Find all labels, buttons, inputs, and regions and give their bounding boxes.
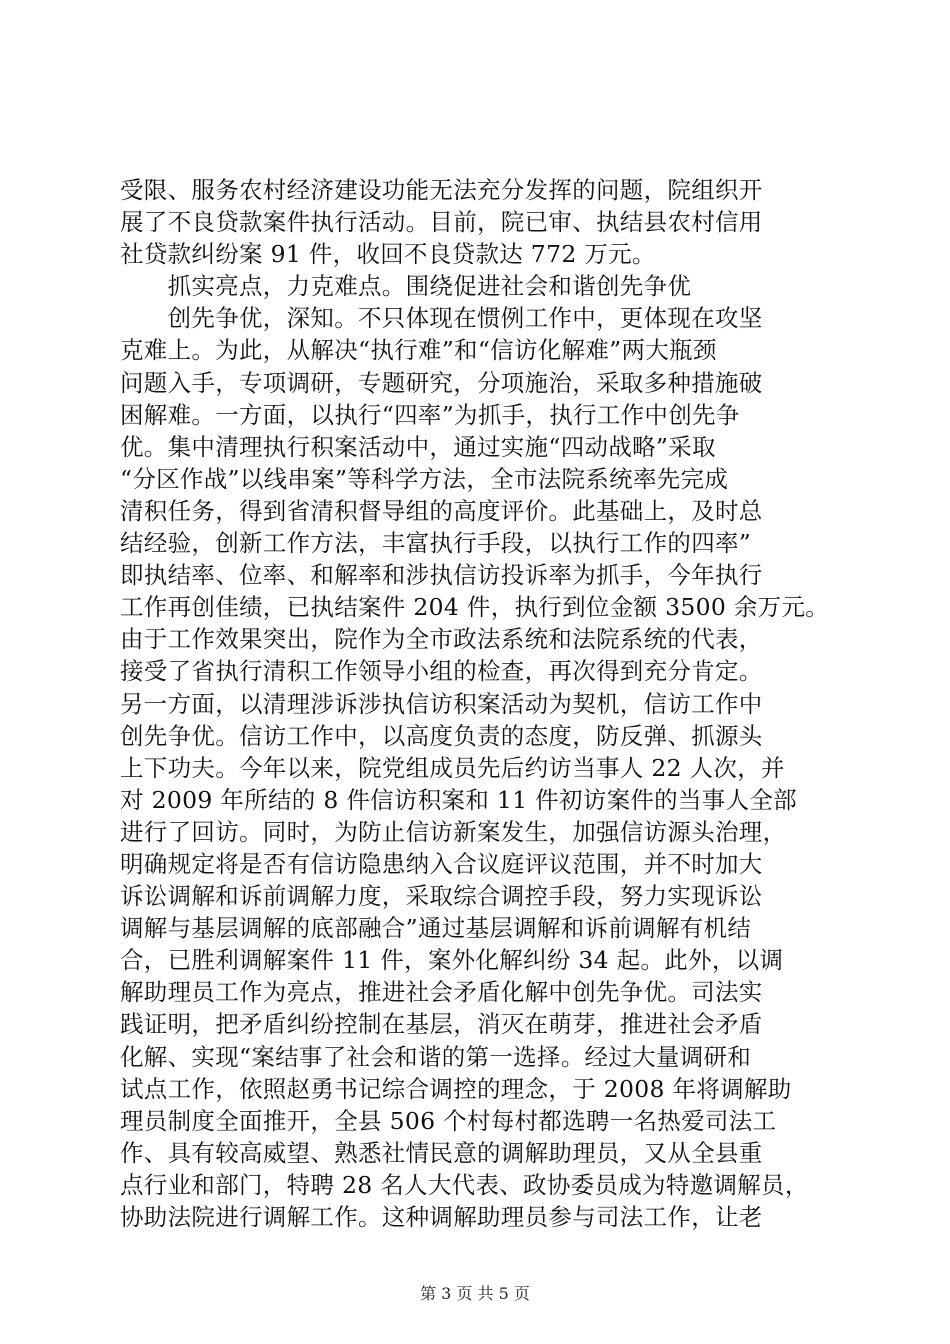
text-line: 另一方面，以清理涉诉涉执信访积案活动为契机，信访工作中 [120, 689, 763, 718]
text-line: 困解难。一方面，以执行“四率”为抓手，执行工作中创先争 [120, 400, 740, 429]
text-line: 作、具有较高威望、熟悉社情民意的调解助理员，又从全县重 [120, 1138, 763, 1167]
text-line: 对 2009 年所结的 8 件信访积案和 11 件初访案件的当事人全部 [120, 785, 797, 814]
text-line: 协助法院进行调解工作。这种调解助理员参与司法工作，让老 [120, 1203, 763, 1231]
text-line: 受限、服务农村经济建设功能无法充分发挥的问题，院组织开 [120, 176, 763, 204]
text-line: 清积任务，得到省清积督导组的高度评价。此基础上，及时总 [120, 496, 763, 525]
text-line: 工作再创佳绩，已执结案件 204 件，执行到位金额 3500 余万元。 [120, 593, 830, 622]
text-line: “分区作战”以线串案”等科学方法，全市法院系统率先完成 [120, 464, 729, 493]
text-line: 展了不良贷款案件执行活动。目前，院已审、执结县农村信用 [120, 208, 763, 237]
text-line: 克难上。为此，从解决“执行难”和“信访化解难”两大瓶颈 [120, 336, 717, 365]
text-line: 结经验，创新工作方法，丰富执行手段，以执行工作的四率” [120, 529, 752, 558]
text-line: 点行业和部门，特聘 28 名人大代表、政协委员成为特邀调解员， [120, 1170, 809, 1199]
text-line: 由于工作效果突出，院作为全市政法系统和法院系统的代表， [120, 625, 763, 654]
section-heading-line: 抓实亮点，力克难点。围绕促进社会和谐创先争优 [120, 272, 692, 301]
text-line: 践证明，把矛盾纠纷控制在基层，消灭在萌芽，推进社会矛盾 [120, 1010, 763, 1039]
text-line: 进行了回访。同时，为防止信访新案发生，加强信访源头治理， [120, 817, 787, 846]
text-line: 社贷款纠纷案 91 件，收回不良贷款达 772 万元。 [120, 240, 656, 269]
text-line: 解助理员工作为亮点，推进社会矛盾化解中创先争优。司法实 [120, 978, 763, 1007]
page-footer [0, 1284, 950, 1304]
text-line: 问题入手，专项调研，专题研究，分项施治，采取多种措施破 [120, 368, 763, 397]
text-line: 化解、实现“案结事了社会和谐的第一选择。经过大量调研和 [120, 1042, 752, 1071]
text-line: 上下功夫。今年以来，院党组成员先后约访当事人 22 人次，并 [120, 753, 785, 782]
page-number-label: 第 3 页 共 5 页 [420, 1284, 530, 1303]
text-line: 理员制度全面推开，全县 506 个村每村都选聘一名热爱司法工 [120, 1106, 777, 1135]
text-line: 创先争优。信访工作中，以高度负责的态度，防反弹、抓源头 [120, 721, 763, 750]
body-text [120, 174, 840, 1233]
text-line: 调解与基层调解的底部融合”通过基层调解和诉前调解有机结 [120, 914, 752, 943]
text-line: 即执结率、位率、和解率和涉执信访投诉率为抓手，今年执行 [120, 561, 763, 590]
text-line: 创先争优，深知。不只体现在惯例工作中，更体现在攻坚 [120, 304, 763, 333]
text-line: 合，已胜利调解案件 11 件，案外化解纠纷 34 起。此外，以调 [120, 946, 784, 975]
text-line: 试点工作，依照赵勇书记综合调控的理念，于 2008 年将调解助 [120, 1074, 792, 1103]
text-line: 接受了省执行清积工作领导小组的检查，再次得到充分肯定。 [120, 657, 763, 686]
text-line: 明确规定将是否有信访隐患纳入合议庭评议范围，并不时加大 [120, 849, 763, 878]
text-line: 优。集中清理执行积案活动中，通过实施“四动战略”采取 [120, 432, 716, 461]
text-line: 诉讼调解和诉前调解力度，采取综合调控手段，努力实现诉讼 [120, 882, 763, 911]
